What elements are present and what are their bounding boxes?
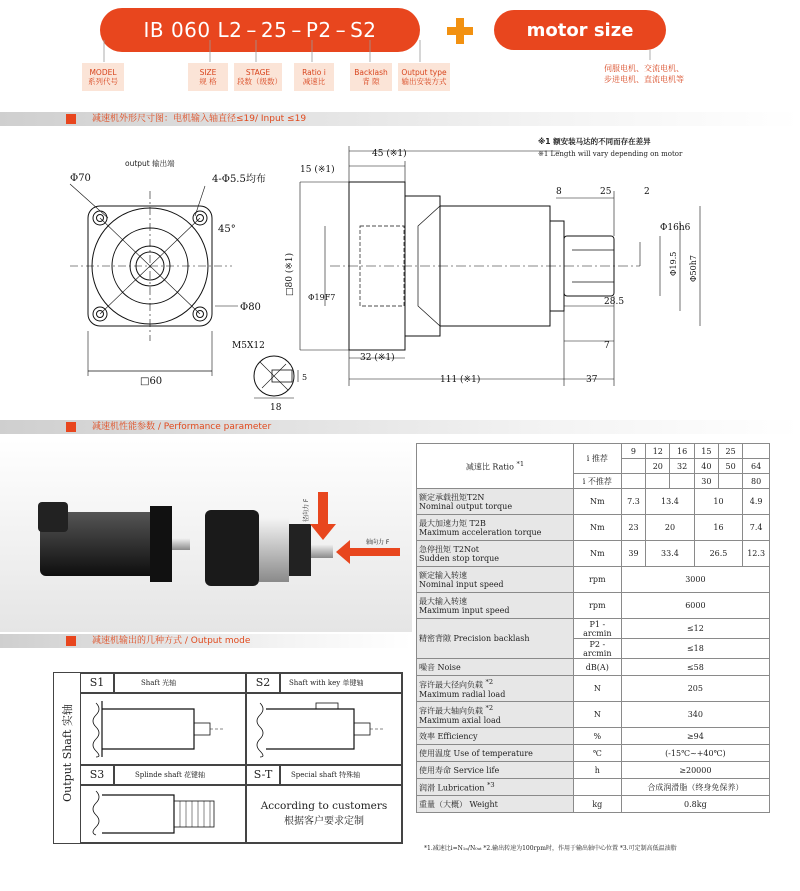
dim-37: 37 xyxy=(586,375,598,385)
code-backlash: P2 xyxy=(305,18,332,42)
dim-2: 2 xyxy=(644,187,650,197)
row-max-speed: 最大输入转速 Maximum input speed xyxy=(417,593,574,619)
section-output: 减速机输出的几种方式 / Output mode xyxy=(0,634,412,648)
note-cn: ※1 额安装马达的不同而存在差异 xyxy=(538,137,651,146)
s1-name: Shaft 光轴 xyxy=(114,673,246,693)
row-life: 使用寿命 Service life xyxy=(417,762,574,779)
dim-m5: M5X12 xyxy=(232,341,265,351)
row-noise: 噪音 Noise xyxy=(417,659,574,676)
label-model: MODEL 系列代号 xyxy=(82,63,124,91)
gearbox-flange xyxy=(205,510,259,586)
code-model: IB xyxy=(143,18,165,42)
s2-code: S2 xyxy=(246,673,280,693)
dim-phi19: Φ19F7 xyxy=(308,293,336,302)
code-size: 060 xyxy=(170,18,211,42)
dim-phi16: Φ16h6 xyxy=(660,223,691,233)
dim-8: 8 xyxy=(556,187,562,197)
row-stop-torque: 急停扭矩 T2Not Sudden stop torque xyxy=(417,541,574,567)
dim-111: 111 (※1) xyxy=(440,375,481,385)
code-dash: – xyxy=(291,18,302,42)
label-stage: STAGE 段数（级数） xyxy=(234,63,282,91)
output-shaft xyxy=(311,544,333,558)
radial-arrow xyxy=(318,492,328,526)
code-dash: – xyxy=(246,18,257,42)
label-backlash: Backlash 背 隙 xyxy=(350,63,392,91)
dim-32: 32 (※1) xyxy=(360,353,395,363)
row-efficiency: 效率 Efficiency xyxy=(417,728,574,745)
label-size: SIZE 规 格 xyxy=(188,63,228,91)
row-lubrication: 润滑 Lubrication $^{*3}$ xyxy=(417,779,574,796)
row-nominal-speed: 额定输入转速 Nominal input speed xyxy=(417,567,574,593)
dim-sq80: □80 (※1) xyxy=(285,252,295,296)
s3-code: S3 xyxy=(80,765,114,785)
product-photo xyxy=(0,440,412,632)
dim-phi19-5: Φ19.5 xyxy=(669,251,678,276)
section-dimension: 减速机外形尺寸图：电机输入轴直径≤19/ Input ≤19 xyxy=(0,112,800,126)
dim-angle: 45° xyxy=(218,224,236,235)
section-performance: 减速机性能参数 / Performance parameter xyxy=(0,420,800,434)
s1-code: S1 xyxy=(80,673,114,693)
label-output-type: Output type 输出安装方式 xyxy=(398,63,450,91)
st-custom: According to customers 根据客户要求定制 xyxy=(246,785,402,843)
motor-connector xyxy=(38,502,68,532)
s3-name: Splinde shaft 花键轴 xyxy=(114,765,246,785)
performance-table: 减速比 Ratio $^{*1}$ i 推荐 9 12 16 15 25 20 32 40 50 64 i 不推荐 30 80 额定承载扭矩T2N Nominal output torque Nm 7.3 13.4 10 4.9 最大加速力矩 T2B Maximum acceleration torque Nm 23 20 16 7.4 急停扭矩 T2Not Sudden stop torque Nm 39 33.4 26.5 12.3 额定输入转速 Nominal input speed rpm 3000 最大输入转速 Maximum input speed rpm 6000 精密背隙 Precision backlash P1 -arcmin ≤12 P2 -arcmin ≤18 噪音 Noise dB(A) ≤58 容许最大径向负载 $^{*2}$ Maximum radial load N 205 容许最大轴向负载 $^{*2}$ Maximum axial load N 340 效率 Efficiency % ≥94 使用温度 Use of temperature ℃ (-15℃~+40℃) 使用寿命 Service life h ≥20000 润滑 Lubrication $^{*3}$ 合成润滑脂（终身免保养） 重量（大概） Weight kg 0.8kg xyxy=(416,443,770,813)
output-label: output 输出端 xyxy=(125,159,175,168)
dim-sq60: □60 xyxy=(140,376,163,387)
row-accel-torque: 最大加速力矩 T2B Maximum acceleration torque xyxy=(417,515,574,541)
dim-5: 5 xyxy=(302,373,308,382)
output-mode-table xyxy=(53,672,403,844)
code-ratio: 25 xyxy=(260,18,288,42)
shaft-drawings xyxy=(54,673,402,843)
dim-28-5: 28.5 xyxy=(604,297,625,307)
output-side-label: Output Shaft 实轴 xyxy=(54,673,81,843)
dim-15: 15 (※1) xyxy=(300,165,335,175)
radial-label: 径向力 F xyxy=(303,498,310,522)
dim-45: 45 (※1) xyxy=(372,149,407,159)
dim-bolt: 4-Φ5.5均布 xyxy=(212,174,266,185)
axial-arrow xyxy=(348,548,400,556)
code-dash: – xyxy=(335,18,347,42)
s2-name: Shaft with key 单键轴 xyxy=(280,673,402,693)
row-backlash: 精密背隙 Precision backlash xyxy=(417,619,574,659)
dim-7: 7 xyxy=(604,341,610,351)
motor-types: 伺服电机、交流电机、 步进电机、直流电机等 xyxy=(604,64,684,84)
row-axial-load: 容许最大轴向负载 $^{*2}$ Maximum axial load xyxy=(417,702,574,728)
technical-drawing xyxy=(0,126,800,416)
dim-phi70: Φ70 xyxy=(70,173,91,184)
dim-18: 18 xyxy=(270,403,282,413)
row-temperature: 使用温度 Use of temperature xyxy=(417,745,574,762)
axial-label: 轴向力 F xyxy=(366,539,390,546)
st-name: Special shaft 特殊轴 xyxy=(280,765,402,785)
row-radial-load: 容许最大径向负载 $^{*2}$ Maximum radial load xyxy=(417,676,574,702)
performance-footnote: *1.减速比i=N₁ₙ/N₀ᵤₜ *2.输出转速为100rpm时，作用于输出轴中心位置 *3.可定制高低温油脂 xyxy=(424,845,677,852)
ratio-header: 减速比 Ratio $^{*1}$ xyxy=(417,444,574,489)
code-output: S2 xyxy=(350,18,377,42)
note-en: ※1 Length will vary depending on motor xyxy=(538,150,683,158)
dim-phi50: Φ50h7 xyxy=(689,255,698,282)
row-weight: 重量（大概） Weight xyxy=(417,796,574,813)
motor-shaft xyxy=(172,538,190,550)
row-nominal-torque: 额定承载扭矩T2N Nominal output torque xyxy=(417,489,574,515)
st-code: S-T xyxy=(246,765,280,785)
motor-size-pill: motor size xyxy=(494,10,666,50)
code-stage: L2 xyxy=(217,18,243,42)
gearbox-body xyxy=(259,518,289,582)
label-ratio: Ratio i 减速比 xyxy=(294,63,334,91)
dim-25: 25 xyxy=(600,187,612,197)
dim-phi80: Φ80 xyxy=(240,302,261,313)
